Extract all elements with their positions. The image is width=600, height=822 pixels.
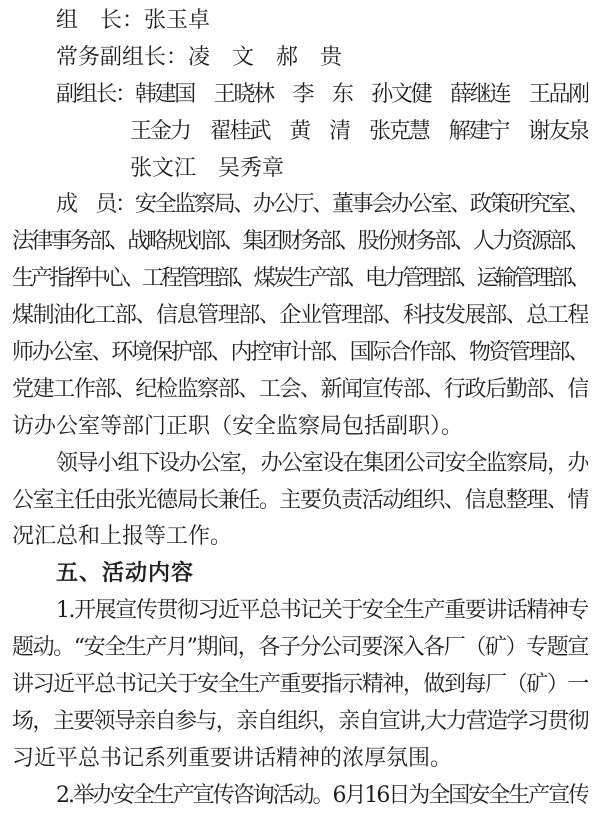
doc-line-text: 2.举办安全生产宣传咨询活动。6月16日为全国安全生产宣传 — [56, 782, 588, 808]
doc-line-members-6 — [12, 372, 588, 409]
doc-line-office-3 — [12, 519, 588, 556]
doc-line-item1-1 — [12, 593, 588, 630]
doc-line-item1-4 — [12, 704, 588, 741]
doc-line-text: 1.开展宣传贯彻习近平总书记关于安全生产重要讲话精神专 — [56, 598, 588, 624]
doc-line-group-leader — [12, 3, 588, 40]
doc-line-deputy-leaders-1 — [12, 77, 588, 114]
doc-line-text: 访办公室等部门正职（安全监察局包括副职）。 — [12, 413, 464, 439]
doc-line-deputy-leaders-3 — [12, 151, 588, 188]
doc-line-text: 习近平总书记系列重要讲话精神的浓厚氛围。 — [12, 745, 453, 771]
doc-line-text: 成 员：安全监察局、办公厅、董事会办公室、政策研究室、 — [56, 192, 588, 218]
doc-line-text: 张文江 吴秀章 — [130, 155, 285, 181]
doc-line-members-7 — [12, 409, 588, 446]
doc-line-item2-1 — [12, 778, 588, 815]
doc-line-text: 题动。“安全生产月”期间，各子分公司要深入各厂（矿）专题宣 — [12, 635, 588, 661]
doc-line-text: 王金力 翟桂武 黄 清 张克慧 解建宁 谢友泉 — [130, 118, 588, 144]
doc-line-item1-5 — [12, 741, 588, 778]
doc-line-item1-2 — [12, 630, 588, 667]
doc-line-text: 师办公室、环境保护部、内控审计部、国际合作部、物资管理部、 — [12, 340, 588, 366]
doc-line-text: 法律事务部、战略规划部、集团财务部、股份财务部、人力资源部、 — [12, 229, 588, 255]
doc-line-text: 公室主任由张光德局长兼任。主要负责活动组织、信息整理、情 — [12, 487, 588, 513]
doc-line-members-5 — [12, 335, 588, 372]
doc-line-text: 领导小组下设办公室，办公室设在集团公司安全监察局，办 — [56, 450, 588, 476]
doc-line-members-4 — [12, 298, 588, 335]
doc-line-text: 常务副组长：凌 文 郝 贵 — [56, 44, 343, 70]
section-heading-text: 五、活动内容 — [56, 561, 195, 587]
doc-line-office-1 — [12, 446, 588, 483]
doc-line-members-1 — [12, 187, 588, 224]
doc-line-exec-deputy-leader — [12, 40, 588, 77]
doc-line-members-3 — [12, 261, 588, 298]
doc-line-deputy-leaders-2 — [12, 114, 588, 151]
doc-line-members-2 — [12, 224, 588, 261]
doc-line-item1-3 — [12, 667, 588, 704]
doc-line-text: 党建工作部、纪检监察部、工会、新闻宣传部、行政后勤部、信 — [12, 376, 588, 402]
section-heading — [12, 556, 588, 593]
doc-line-text: 况汇总和上报等工作。 — [12, 524, 233, 550]
doc-line-office-2 — [12, 483, 588, 520]
doc-line-text: 讲习近平总书记关于安全生产重要指示精神，做到每厂（矿）一 — [12, 672, 588, 698]
doc-line-text: 组 长：张玉卓 — [56, 8, 211, 33]
doc-line-text: 生产指挥中心、工程管理部、煤炭生产部、电力管理部、运输管理部、 — [12, 266, 588, 292]
doc-line-text: 副组长：韩建国 王晓林 李 东 孙文健 薛继连 王品刚 — [56, 81, 588, 107]
doc-line-text: 场，主要领导亲自参与，亲自组织，亲自宣讲,大力营造学习贯彻 — [12, 708, 588, 734]
doc-line-text: 煤制油化工部、信息管理部、企业管理部、科技发展部、总工程 — [12, 303, 588, 329]
